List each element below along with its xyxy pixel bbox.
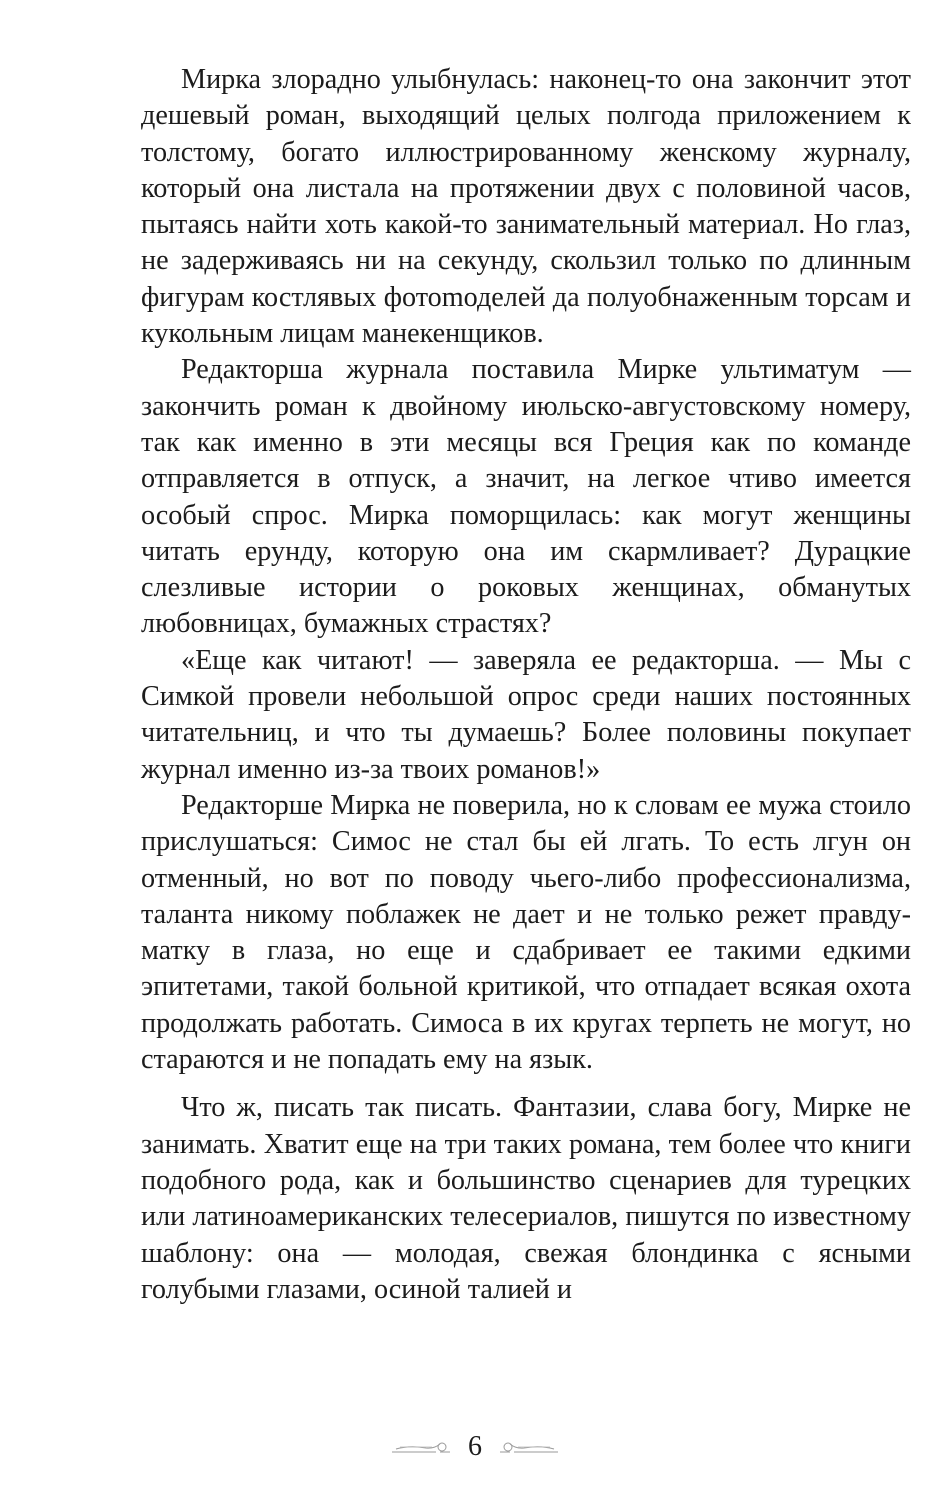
body-text [141,62,911,1308]
right-ornament-icon [498,1438,560,1456]
paragraph-4: Редакторше Мирка не поверила, но к словам ее мужа стоило прислушаться: Симос не стал бы ей лгать. То есть лгун он отменный, но вот по поводу чьего-либо профессионализма, таланта никому поблажек не дает и не только режет правду-матку в глаза, но еще и сдабривает ее такими едкими эпитетами, такой больной критикой, что отпадает всякая охота продолжать работать. Симоса в их кругах терпеть не могут, но стараются и не попадать ему на язык. [141,789,911,1076]
left-ornament-icon [390,1438,452,1456]
paragraph-2: Редакторша журнала поставила Мирке ультиматум — закончить роман к двойному июльско-августовскому номеру, так как именно в эти месяцы вся Греция как по команде отправляется в отпуск, а значит, на легкое чтиво имеется особый спрос. Мирка поморщилась: как могут женщины читать ерунду, которую она им скармливает? Дурацкие слезливые истории о роковых женщинах, обманутых любовницах, бумажных страстях? [141,354,911,640]
paragraph-5: Что ж, писать так писать. Фантазии, слава богу, Мирке не занимать. Хватит еще на три таких романа, тем более что книги подобного рода, как и большинство сценариев для турецких или латиноамериканских телесериалов, пишутся по известному шаблону: она — молодая, свежая блондинка с ясными голубыми глазами, осиной талией и [141,1092,911,1305]
page-number: 6 [468,1431,482,1462]
paragraph-1: Мирка злорадно улыбнулась: наконец-то она закончит этот дешевый роман, выходящий целых полгода приложением к толстому, богато иллюстрированному женскому журналу, который она листала на протяжении двух с половиной часов, пытаясь найти хоть какой-то занимательный материал. Но глаз, не задерживаясь ни на секунду, скользил только по длинным фигурам костлявых фотоmоделей да полуобнаженным торсам и кукольным лицам манекенщиков. [141,64,911,350]
page-footer [0,1422,950,1472]
paragraph-3: «Еще как читают! — заверяла ее редакторша. — Мы с Симкой провели небольшой опрос среди наших постоянных читательниц, и что ты думаешь? Более половины покупает журнал именно из-за твоих романов!» [141,644,911,785]
